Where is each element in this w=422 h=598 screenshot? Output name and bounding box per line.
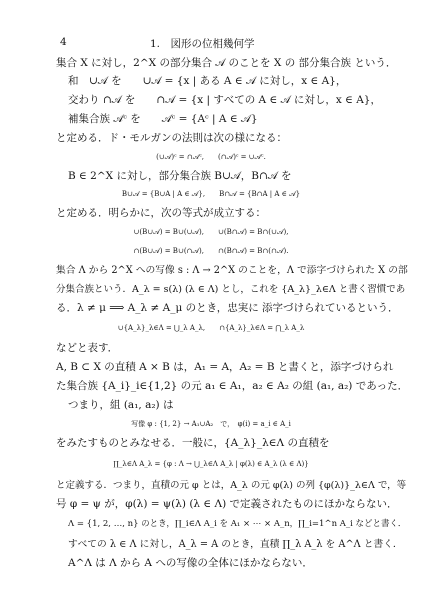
formula-line: ∪{A_λ}_λ∈Λ = ⋃_λ A_λ, ∩{A_λ}_λ∈Λ = ⋂_λ A_λ bbox=[117, 324, 305, 332]
text-line: る．λ ≠ μ ⟹ A_λ ≠ A_μ のとき，忠実に 添字づけられているという． bbox=[56, 302, 399, 314]
chapter-title: 1. 図形の位相幾何学 bbox=[150, 38, 255, 50]
text-line: た集合族 {A_i}_i∈{1,2} の元 a₁ ∈ A₁，a₂ ∈ A₂ の組 (a₁, a₂) であった． bbox=[56, 380, 409, 392]
page-number: 4 bbox=[60, 36, 67, 48]
formula-line: (∪𝒜)ᶜ = ∩𝒜ᶜ, (∩𝒜)ᶜ = ∪𝒜ᶜ. bbox=[156, 153, 266, 161]
text-line: 和 ∪𝒜 を ∪𝒜 = {x | ある A ∈ 𝒜 に対し，x ∈ A}， bbox=[68, 75, 347, 87]
formula-line: 写像 φ : {1, 2} → A₁∪A₂ で， φ(i) = a_i ∈ A_i bbox=[131, 420, 291, 428]
formula-line: B∪𝒜 = {B∪A | A ∈ 𝒜}, B∩𝒜 = {B∩A | A ∈ 𝒜} bbox=[121, 190, 301, 198]
formula-line: ∩(B∪𝒜) = B∪(∩𝒜), ∩(B∩𝒜) = B∩(∩𝒜). bbox=[133, 247, 289, 255]
text-line: 集合 X に対し，2^X の部分集合 𝒜 のことを X の 部分集合族 という． bbox=[56, 57, 397, 69]
text-line: つまり，組 (a₁, a₂) は bbox=[68, 399, 174, 411]
text-line: 号 φ = ψ が，φ(λ) = ψ(λ) (λ ∈ Λ) で定義されたものにほかならない． bbox=[56, 498, 398, 510]
text-line: をみたすものとみなせる．一般に，{A_λ}_λ∈Λ の直積を bbox=[56, 437, 330, 449]
text-line: 集合 Λ から 2^X への写像 s : Λ → 2^X のことを，Λ で添字づけられた X の部 bbox=[56, 265, 408, 276]
text-line: と定める．明らかに，次の等式が成立する： bbox=[56, 207, 266, 219]
formula-line: ∪(B∪𝒜) = B∪(∪𝒜), ∪(B∩𝒜) = B∩(∪𝒜), bbox=[133, 228, 289, 236]
text-line: すべての λ ∈ Λ に対し，A_λ = A のとき，直積 ∏_λ A_λ を A^Λ と書く． bbox=[68, 539, 403, 550]
text-line: B ∈ 2^X に対し，部分集合族 B∪𝒜，B∩𝒜 を bbox=[68, 170, 292, 182]
formula-line: ∏_λ∈Λ A_λ = {φ : Λ → ⋃_λ∈Λ A_λ | φ(λ) ∈ A_λ (λ ∈ Λ)} bbox=[113, 460, 309, 468]
text-line: A, B ⊂ X の直積 A × B は，A₁ = A，A₂ = B と書くと，添字づけられ bbox=[56, 361, 394, 373]
text-line: と定める．ド・モルガンの法則は次の様になる： bbox=[56, 132, 287, 144]
text-line: などと表す． bbox=[56, 342, 119, 354]
text-line: 交わり ∩𝒜 を ∩𝒜 = {x | すべての A ∈ 𝒜 に対し，x ∈ A}， bbox=[68, 94, 381, 106]
text-line: 補集合族 𝒜ᶜ を 𝒜ᶜ = {Aᶜ | A ∈ 𝒜} bbox=[68, 113, 258, 125]
text-line: 分集合族という．A_λ = s(λ) (λ ∈ Λ) とし，これを {A_λ}_λ∈Λ と書く習慣であ bbox=[56, 284, 406, 295]
text-line: A^Λ は Λ から A への写像の全体にほかならない． bbox=[68, 557, 313, 569]
text-line: Λ = {1, 2, …, n} のとき，∏_i∈Λ A_i を A₁ × ⋯ × A_n，∏_i=1^n A_i などと書く． bbox=[68, 519, 407, 529]
text-line: と定義する．つまり，直積の元 φ とは，A_λ の元 φ(λ) の列 {φ(λ)}_λ∈Λ で，等 bbox=[56, 480, 407, 491]
